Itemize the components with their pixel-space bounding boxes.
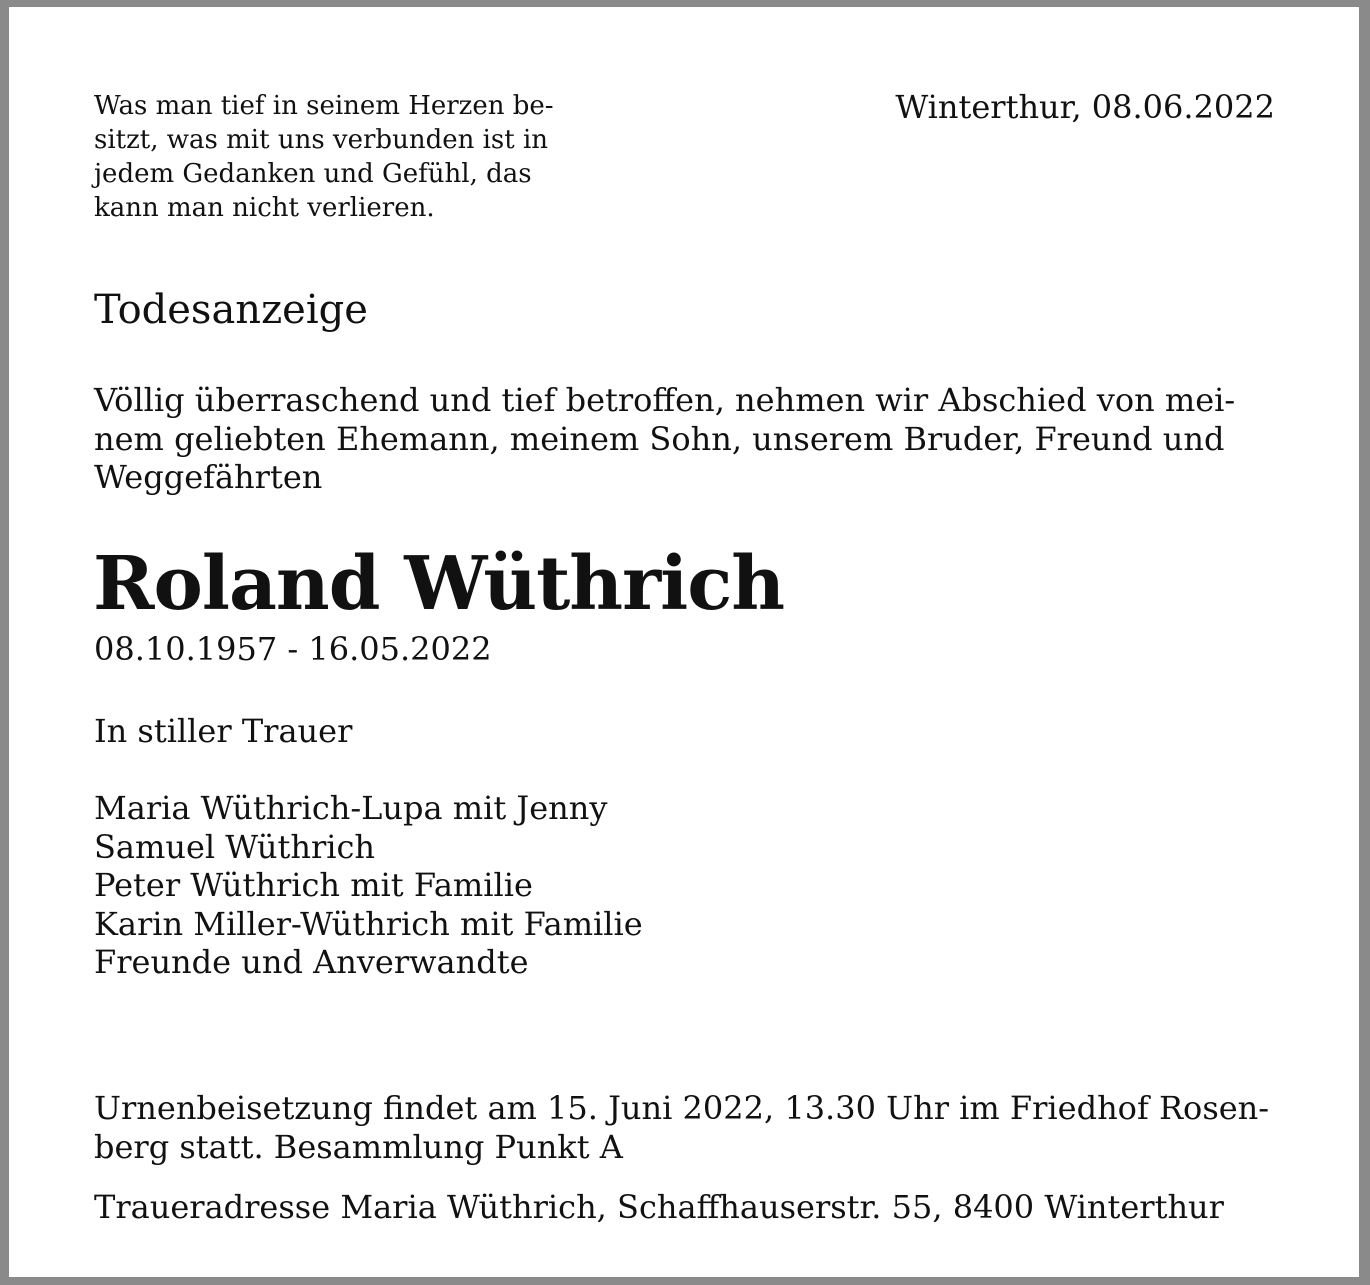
list-item: Freunde und Anverwandte bbox=[94, 943, 529, 981]
page-title: Todesanzeige bbox=[94, 287, 368, 333]
quote-line: kann man nicht verlieren. bbox=[94, 193, 435, 223]
mourning-address: Traueradresse Maria Wüthrich, Schaffhauserstr. 55, 8400 Winterthur bbox=[94, 1188, 1224, 1226]
intro-line: Völlig überraschend und tief betroffen, nehmen wir Abschied von mei- bbox=[94, 381, 1236, 419]
life-dates: 08.10.1957 - 16.05.2022 bbox=[94, 630, 492, 668]
list-item: Samuel Wüthrich bbox=[94, 827, 376, 866]
memorial-quote bbox=[94, 89, 626, 225]
mourning-line: In stiller Trauer bbox=[94, 712, 353, 750]
burial-line: berg statt. Besammlung Punkt A bbox=[94, 1127, 623, 1166]
burial-notice bbox=[94, 1089, 1275, 1166]
intro-line: Weggefährten bbox=[94, 458, 323, 496]
list-item: Maria Wüthrich-Lupa mit Jenny bbox=[94, 789, 608, 827]
burial-line: Urnenbeisetzung findet am 15. Juni 2022, 13.30 Uhr im Friedhof Rosen- bbox=[94, 1089, 1270, 1127]
place-date: Winterthur, 08.06.2022 bbox=[895, 88, 1275, 126]
intro-line: nem geliebten Ehemann, meinem Sohn, unserem Bruder, Freund und bbox=[94, 419, 1225, 458]
quote-line: jedem Gedanken und Gefühl, das bbox=[94, 159, 532, 189]
obituary-page bbox=[9, 7, 1359, 1277]
intro-text bbox=[94, 381, 1275, 497]
list-item: Peter Wüthrich mit Familie bbox=[94, 866, 533, 904]
mourners-list bbox=[94, 789, 643, 982]
quote-line: sitzt, was mit uns verbunden ist in bbox=[94, 125, 549, 155]
deceased-name: Roland Wüthrich bbox=[93, 541, 785, 627]
quote-line: Was man tief in seinem Herzen be- bbox=[94, 91, 554, 121]
list-item: Karin Miller-Wüthrich mit Familie bbox=[94, 904, 643, 943]
